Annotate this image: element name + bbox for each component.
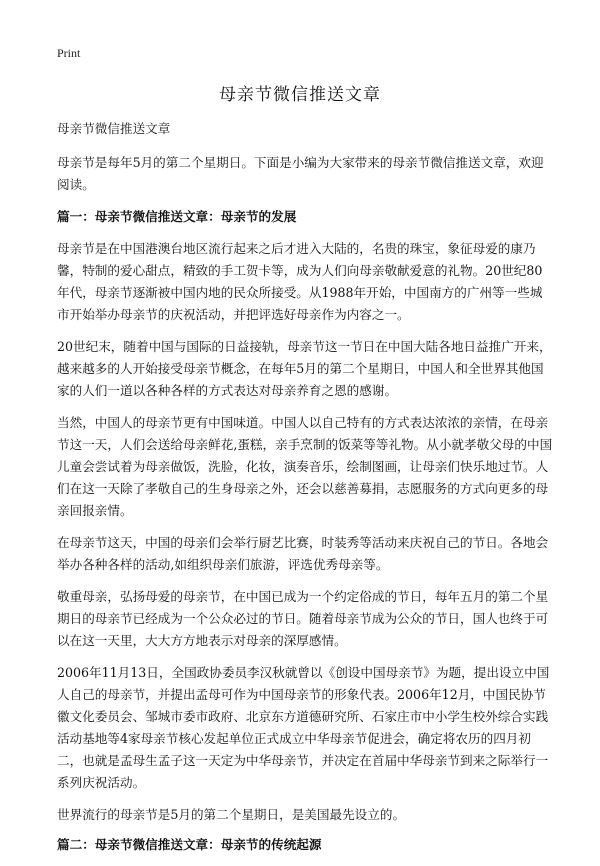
print-link[interactable]: Print [57, 46, 81, 60]
paragraph: 母亲节是在中国港澳台地区流行起来之后才进入大陆的，名贵的珠宝，象征母爱的康乃馨，特制的爱心甜点，精致的手工贺卡等，成为人们向母亲敬献爱意的礼物。20世纪80年代，母亲节逐渐被中国内地的民众所接受。从1988年开始，中国南方的广州等一些城市开始举办母亲节的庆祝活动，并把评选好母亲作为内容之一。 [57, 241, 543, 322]
intro-paragraph: 母亲节是每年5月的第二个星期日。下面是小编为大家带来的母亲节微信推送文章，欢迎阅读。 [57, 155, 544, 192]
page-title: 母亲节微信推送文章 [219, 85, 381, 105]
article-body [57, 118, 555, 866]
paragraph: 20世纪末，随着中国与国际的日益接轨，母亲节这一节日在中国大陆各地日益推广开来，越来越多的人开始接受母亲节概念，在每年5月的第二个星期日，中国人和全世界其他国家的人们一道以各种各样的方式表达对母亲养育之恩的感谢。 [57, 339, 552, 398]
paragraph: 在母亲节这天，中国的母亲们会举行厨艺比赛，时装秀等活动来庆祝自己的节日。各地会举办各种各样的活动,如组织母亲们旅游，评选优秀母亲等。 [57, 535, 549, 572]
paragraph: 当然，中国人的母亲节更有中国味道。中国人以自己特有的方式表达浓浓的亲情，在母亲节这一天，人们会送给母亲鲜花,蛋糕，亲手烹制的饭菜等等礼物。从小就孝敬父母的中国儿童会尝试着为母亲做饭，洗脸，化妆，演奏音乐，绘制图画，让母亲们快乐地过节。人们在这一天除了孝敬自己的生身母亲之外，还会以慈善募捐，志愿服务的方式向更多的母亲回报亲情。 [57, 415, 553, 518]
paragraph: 敬重母亲，弘扬母爱的母亲节，在中国已成为一个约定俗成的节日，每年五月的第二个星期日的母亲节已经成为一个公众必过的节日。随着母亲节成为公众的节日，国人也终于可以在这一天里，大大方方地表示对母亲的深厚感情。 [57, 589, 549, 648]
article-subtitle: 母亲节微信推送文章 [57, 121, 171, 136]
section-heading-1: 篇一：母亲节微信推送文章：母亲节的发展 [57, 209, 297, 224]
section-heading-2: 篇二：母亲节微信推送文章：母亲节的传统起源 [57, 837, 322, 852]
paragraph: 2006年11月13日，全国政协委员李汉秋就曾以《创设中国母亲节》为题，提出设立中国人自己的母亲节，并提出孟母可作为中国母亲节的形象代表。2006年12月，中国民协节徽文化委员会、邹城市委市政府、北京东方道德研究所、石家庄市中小学生校外综合实践活动基地等4家母亲节核心发起单位正式成立中华母亲节促进会，确定将农历的四月初二，也就是孟母生孟子这一天定为中华母亲节，并决定在首届中华母亲节到来之际举行一系列庆祝活动。 [57, 665, 550, 790]
paragraph: 世界流行的母亲节是5月的第二个星期日，是美国最先设立的。 [57, 807, 406, 822]
